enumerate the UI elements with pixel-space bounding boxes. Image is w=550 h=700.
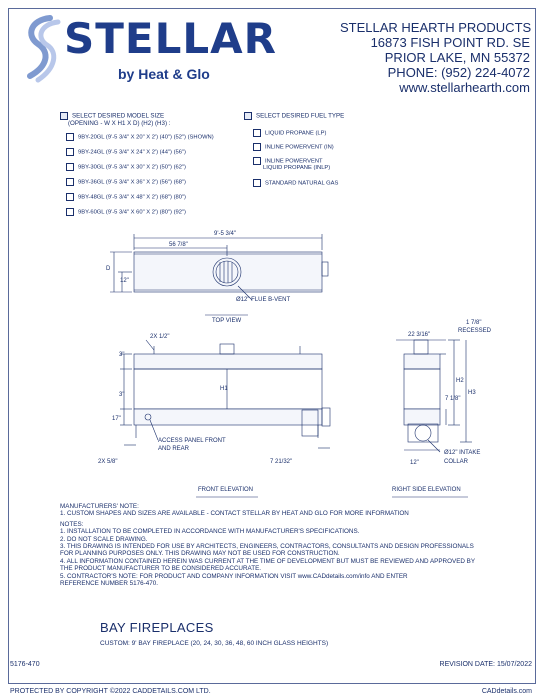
brand-name: STELLAR	[64, 14, 277, 63]
note-item: 2. DO NOT SCALE DRAWING.	[60, 535, 148, 543]
fuel-option-label: STANDARD NATURAL GAS	[265, 180, 339, 187]
recessed-label: RECESSED	[458, 328, 492, 334]
fuel-option-label: LIQUID PROPANE (LP)	[265, 130, 327, 137]
fuel-select-label: SELECT DESIRED FUEL TYPE	[256, 112, 345, 120]
top-view-title: TOP VIEW	[212, 318, 242, 324]
copyright-notice: PROTECTED BY COPYRIGHT ©2022 CADDETAILS.COM LTD.	[10, 688, 211, 695]
drawing-title: BAY FIREPLACES	[100, 620, 214, 635]
model-option-label: 9BY-36GL (9'-5 3/4" X 36" X 2') (56") (68")	[78, 179, 186, 186]
dim-7-1-8: 7 1/8"	[445, 396, 461, 402]
dim-depth-d: D	[106, 266, 111, 272]
revision-date: REVISION DATE: 15/07/2022	[439, 661, 532, 668]
intake-label: Ø12" INTAKE	[444, 450, 481, 456]
h1-label: H1	[220, 386, 228, 392]
dim-7-21-32: 7 21/32"	[270, 459, 293, 465]
reference-number: 5176-470	[10, 661, 40, 668]
note-item: 4. ALL INFORMATION CONTAINED HEREIN WAS CURRENT AT THE TIME OF DEVELOPMENT BUT MUST BE REVIEWED AND APPROVED BY	[60, 557, 476, 565]
flue-label: Ø12" FLUE B-VENT	[236, 297, 291, 303]
model-option-label: 9BY-24GL (9'-5 3/4" X 24" X 2') (44") (56")	[78, 149, 186, 156]
model-select-subheading: (OPENING - W X H1 X D) (H2) (H3) :	[68, 120, 171, 127]
note-item: FOR PLANNING PURPOSES ONLY. THIS DRAWING MAY NOT BE USED FOR CONSTRUCTION.	[60, 550, 340, 558]
model-option-label: 9BY-20GL (9'-5 3/4" X 20" X 2') (40") (52") (SHOWN)	[78, 134, 214, 141]
company-website[interactable]: www.stellarhearth.com	[399, 80, 530, 95]
fuel-option-label-line2: LIQUID PROPANE (INLP)	[263, 165, 331, 171]
top-view-drawing	[110, 234, 328, 315]
dim-2x-5-8: 2X 5/8"	[98, 459, 118, 465]
note-item: 5. CONTRACTOR'S NOTE: FOR PRODUCT AND COMPANY INFORMATION VISIT www.CADdetails.com/info AND ENTER	[60, 572, 408, 580]
fuel-option-label: INLINE POWERVENT	[265, 158, 323, 165]
company-phone: PHONE: (952) 224-4072	[387, 65, 530, 80]
caddetails-link[interactable]: CADdetails.com	[481, 688, 532, 695]
dim-2x-half: 2X 1/2"	[150, 334, 170, 340]
dim-overall-width: 9'-5 3/4"	[214, 231, 236, 237]
access-panel-label-line2: AND REAR	[158, 446, 190, 452]
dim-17: 17"	[112, 416, 121, 422]
dim-12-top: 12"	[120, 278, 129, 284]
h2-label: H2	[456, 378, 464, 384]
notes-heading: NOTES:	[60, 520, 84, 528]
model-select-label: SELECT DESIRED MODEL SIZE	[72, 112, 165, 120]
mfr-note-item: 1. CUSTOM SHAPES AND SIZES ARE AVAILABLE - CONTACT STELLAR BY HEAT AND GLO FOR MORE INFORMATION	[60, 510, 409, 518]
mfr-note-heading: MANUFACTURERS' NOTE:	[60, 503, 139, 510]
right-side-title: RIGHT SIDE ELEVATION	[392, 487, 461, 493]
company-city: PRIOR LAKE, MN 55372	[384, 50, 530, 65]
front-elevation-drawing	[120, 340, 330, 497]
fuel-option-label: INLINE POWERVENT (IN)	[265, 144, 334, 151]
front-elevation-title: FRONT ELEVATION	[198, 487, 254, 493]
dim-56-7-8: 56 7/8"	[169, 242, 188, 248]
intake-label-line2: COLLAR	[444, 459, 469, 465]
notes-block	[60, 503, 530, 587]
model-option-label: 9BY-30GL (9'-5 3/4" X 30" X 2') (50") (62")	[78, 164, 186, 171]
access-panel-label: ACCESS PANEL FRONT	[158, 438, 226, 444]
note-item: 1. INSTALLATION TO BE COMPLETED IN ACCORDANCE WITH MANUFACTURER'S SPECIFICATIONS.	[60, 528, 360, 536]
note-item: THE PRODUCT MANUFACTURER TO BE CONSIDERED ACCURATE.	[60, 565, 262, 573]
dim-22-3-16: 22 3/16"	[408, 332, 431, 338]
dim-12-side: 12"	[410, 460, 419, 466]
note-item: 3. THIS DRAWING IS INTENDED FOR USE BY ARCHITECTS, ENGINEERS, CONTRACTORS, CONSULTANTS AND DESIGN PROFESSIONALS	[60, 543, 474, 551]
model-option-label: 9BY-48GL (9'-5 3/4" X 48" X 2') (68") (80")	[78, 194, 186, 201]
dim-3-top: 3"	[119, 352, 125, 358]
right-side-elevation-drawing	[392, 340, 472, 497]
note-item: REFERENCE NUMBER 5176-470.	[60, 580, 158, 588]
model-option-label: 9BY-60GL (9'-5 3/4" X 60" X 2') (80") (92")	[78, 209, 186, 216]
company-name: STELLAR HEARTH PRODUCTS	[340, 20, 532, 35]
drawing-subtitle: CUSTOM: 9' BAY FIREPLACE (20, 24, 30, 36, 48, 60 INCH GLASS HEIGHTS)	[100, 640, 329, 647]
dim-1-7-8: 1 7/8"	[466, 320, 482, 326]
dim-3-mid: 3"	[119, 392, 125, 398]
brand-tagline: by Heat & Glo	[118, 66, 210, 82]
company-street: 16873 FISH POINT RD. SE	[370, 35, 530, 50]
h3-label: H3	[468, 390, 476, 396]
